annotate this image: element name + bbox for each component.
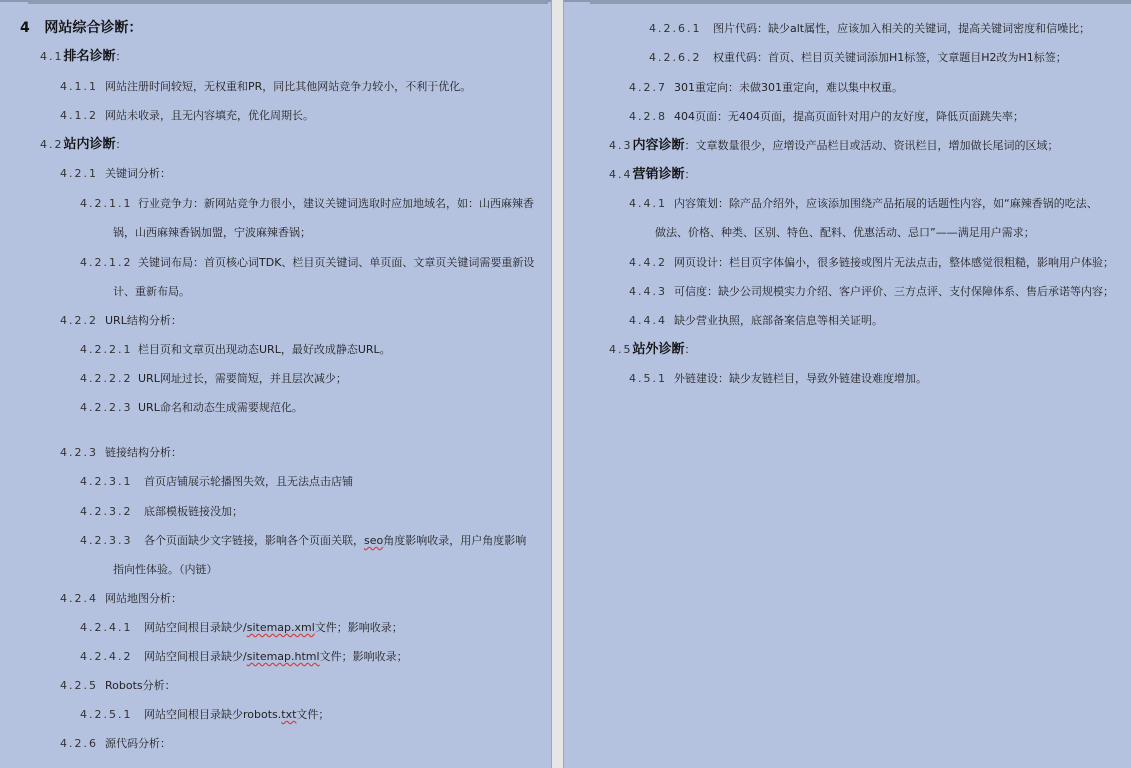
item-4-1-1 xyxy=(60,80,471,94)
item-number: 4.2.2.1 xyxy=(80,343,133,356)
item-text: 行业竞争力：新网站竞争力很小，建议关键词选取时应加地域名，如：山西麻辣香 xyxy=(138,197,534,210)
spellcheck-word: txt xyxy=(281,708,297,721)
item-text: 网站未收录，且无内容填充，优化周期长。 xyxy=(105,109,314,122)
item-4-2-1-2 xyxy=(80,256,534,270)
spellcheck-word: sitemap.xml xyxy=(246,621,315,634)
item-4-5-1 xyxy=(629,372,927,386)
item-4-2-3-2 xyxy=(80,505,243,519)
item-text: 栏目页和文章页出现动态URL，最好改成静态URL。 xyxy=(138,343,391,356)
item-number: 4.1.2 xyxy=(60,109,98,122)
item-text: 301重定向：未做301重定向，难以集中权重。 xyxy=(674,81,903,94)
heading-number: 4.1 xyxy=(40,50,64,63)
item-text: 图片代码：缺少alt属性，应该加入相关的关键词，提高关键词密度和信噪比； xyxy=(713,22,1091,35)
document-page-right xyxy=(563,0,1131,768)
item-text: 404页面：无404页面，提高页面针对用户的友好度，降低页面跳失率； xyxy=(674,110,1024,123)
item-text: 关键词布局：首页核心词TDK、栏目页关键词、单页面、文章页关键词需要重新设 xyxy=(138,256,535,269)
item-4-2-4 xyxy=(60,592,182,606)
item-text: 文件；影响收录； xyxy=(314,621,403,634)
item-number: 4.4.3 xyxy=(629,285,667,298)
heading-4-5 xyxy=(609,343,696,357)
item-text: 网页设计：栏目页字体偏小，很多链接或图片无法点击，整体感觉很粗糙，影响用户体验； xyxy=(674,256,1114,269)
item-4-2-4-2 xyxy=(80,650,408,664)
item-4-2-2 xyxy=(60,314,182,328)
item-4-2-6-2 xyxy=(649,51,1067,65)
item-number: 4.2.2 xyxy=(60,314,98,327)
item-text: 底部模板链接没加； xyxy=(144,505,243,518)
item-number: 4.2.6 xyxy=(60,737,98,750)
page-top-edge xyxy=(590,0,1131,4)
item-4-2-1-2-cont xyxy=(113,285,190,299)
item-4-4-1-cont xyxy=(655,226,1035,240)
item-text: URL命名和动态生成需要规范化。 xyxy=(138,401,303,414)
heading-text: ：文章数量很少，应增设产品栏目或活动、资讯栏目，增加做长尾词的区域； xyxy=(684,139,1059,152)
heading-4 xyxy=(20,21,142,35)
item-text: 链接结构分析： xyxy=(105,446,182,459)
heading-title: 网站综合诊断： xyxy=(44,20,143,36)
item-text: 缺少营业执照，底部备案信息等相关证明。 xyxy=(674,314,883,327)
item-4-2-1 xyxy=(60,167,171,181)
item-text: 文件；影响收录； xyxy=(319,650,408,663)
heading-number: 4.4 xyxy=(609,168,633,181)
heading-4-4 xyxy=(609,168,696,182)
heading-title: 内容诊断 xyxy=(632,138,685,153)
item-number: 4.2.2.2 xyxy=(80,372,133,385)
item-4-2-8 xyxy=(629,110,1024,124)
heading-4-1 xyxy=(40,50,127,64)
item-text: 源代码分析： xyxy=(105,737,171,750)
item-text: 外链建设：缺少友链栏目，导致外链建设难度增加。 xyxy=(674,372,927,385)
heading-title: 站外诊断 xyxy=(632,342,685,357)
heading-colon: ： xyxy=(684,343,696,356)
heading-number: 4 xyxy=(20,20,30,36)
item-text: URL网址过长，需要简短，并且层次减少； xyxy=(138,372,347,385)
heading-number: 4.2 xyxy=(40,138,64,151)
item-4-2-3-3-cont xyxy=(113,563,218,577)
item-number: 4.4.4 xyxy=(629,314,667,327)
heading-colon: ： xyxy=(684,168,696,181)
spellcheck-word: sitemap.html xyxy=(246,650,320,663)
item-4-4-3 xyxy=(629,285,1114,299)
heading-title: 排名诊断 xyxy=(63,49,116,64)
page-top-edge xyxy=(28,0,548,4)
heading-number: 4.5 xyxy=(609,343,633,356)
item-text: 内容策划：除产品介绍外，应该添加围绕产品拓展的话题性内容，如“麻辣香锅的吃法、 xyxy=(674,197,1098,210)
item-4-2-6-1 xyxy=(649,22,1090,36)
item-text: 指向性体验。（内链） xyxy=(113,563,218,576)
item-number: 4.2.5 xyxy=(60,679,98,692)
item-text: 网站注册时间较短，无权重和PR，同比其他网站竞争力较小，不利于优化。 xyxy=(105,80,472,93)
item-text: 锅，山西麻辣香锅加盟，宁波麻辣香锅； xyxy=(113,226,311,239)
item-number: 4.2.1.2 xyxy=(80,256,133,269)
heading-colon: ： xyxy=(115,138,127,151)
item-number: 4.2.3.2 xyxy=(80,505,133,518)
item-text: 关键词分析： xyxy=(105,167,171,180)
item-text: 角度影响收录，用户角度影响 xyxy=(383,534,527,547)
item-text: 做法、价格、种类、区别、特色、配料、优惠活动、忌口”——满足用户需求； xyxy=(655,226,1035,239)
item-number: 4.4.2 xyxy=(629,256,667,269)
item-number: 4.2.2.3 xyxy=(80,401,133,414)
page-gutter xyxy=(552,0,563,768)
item-4-4-2 xyxy=(629,256,1114,270)
item-4-2-5 xyxy=(60,679,176,693)
item-text: 可信度：缺少公司规模实力介绍、客户评价、三方点评、支付保障体系、售后承诺等内容； xyxy=(674,285,1114,298)
item-text: URL结构分析： xyxy=(105,314,182,327)
heading-number: 4.3 xyxy=(609,139,633,152)
item-4-2-1-1-cont xyxy=(113,226,311,240)
item-number: 4.2.8 xyxy=(629,110,667,123)
item-number: 4.2.4.2 xyxy=(80,650,133,663)
item-number: 4.2.6.1 xyxy=(649,22,702,35)
item-4-2-3-3 xyxy=(80,534,526,548)
item-text: 网站空间根目录缺少/ xyxy=(144,650,247,663)
item-text: 网站空间根目录缺少robots. xyxy=(144,708,282,721)
heading-title: 站内诊断 xyxy=(63,137,116,152)
item-4-2-4-1 xyxy=(80,621,403,635)
item-4-2-6 xyxy=(60,737,171,751)
item-number: 4.4.1 xyxy=(629,197,667,210)
item-4-2-3-1 xyxy=(80,475,353,489)
item-number: 4.2.7 xyxy=(629,81,667,94)
item-text: 权重代码：首页、栏目页关键词添加H1标签，文章题目H2改为H1标签； xyxy=(713,51,1067,64)
item-text: 文件； xyxy=(296,708,330,721)
item-4-4-1 xyxy=(629,197,1098,211)
item-4-2-2-1 xyxy=(80,343,391,357)
heading-4-2 xyxy=(40,138,127,152)
item-number: 4.5.1 xyxy=(629,372,667,385)
item-text: Robots分析： xyxy=(105,679,176,692)
item-text: 首页店铺展示轮播图失效，且无法点击店铺 xyxy=(144,475,353,488)
item-text: 各个页面缺少文字链接，影响各个页面关联， xyxy=(144,534,364,547)
heading-4-3 xyxy=(609,139,1059,153)
item-number: 4.2.3.3 xyxy=(80,534,133,547)
item-number: 4.1.1 xyxy=(60,80,98,93)
item-4-2-3 xyxy=(60,446,182,460)
spellcheck-word: seo xyxy=(364,534,384,547)
heading-title: 营销诊断 xyxy=(632,167,685,182)
item-number: 4.2.3 xyxy=(60,446,98,459)
item-number: 4.2.5.1 xyxy=(80,708,133,721)
item-number: 4.2.6.2 xyxy=(649,51,702,64)
item-number: 4.2.3.1 xyxy=(80,475,133,488)
item-number: 4.2.1 xyxy=(60,167,98,180)
item-4-2-1-1 xyxy=(80,197,534,211)
item-4-4-4 xyxy=(629,314,883,328)
item-text: 计、重新布局。 xyxy=(113,285,190,298)
item-4-2-5-1 xyxy=(80,708,329,722)
item-4-1-2 xyxy=(60,109,314,123)
document-page-left xyxy=(0,0,552,768)
item-number: 4.2.4.1 xyxy=(80,621,133,634)
item-text: 网站地图分析： xyxy=(105,592,182,605)
item-number: 4.2.4 xyxy=(60,592,98,605)
item-4-2-2-3 xyxy=(80,401,303,415)
item-4-2-7 xyxy=(629,81,903,95)
item-text: 网站空间根目录缺少/ xyxy=(144,621,247,634)
item-number: 4.2.1.1 xyxy=(80,197,133,210)
heading-colon: ： xyxy=(115,50,127,63)
item-4-2-2-2 xyxy=(80,372,347,386)
